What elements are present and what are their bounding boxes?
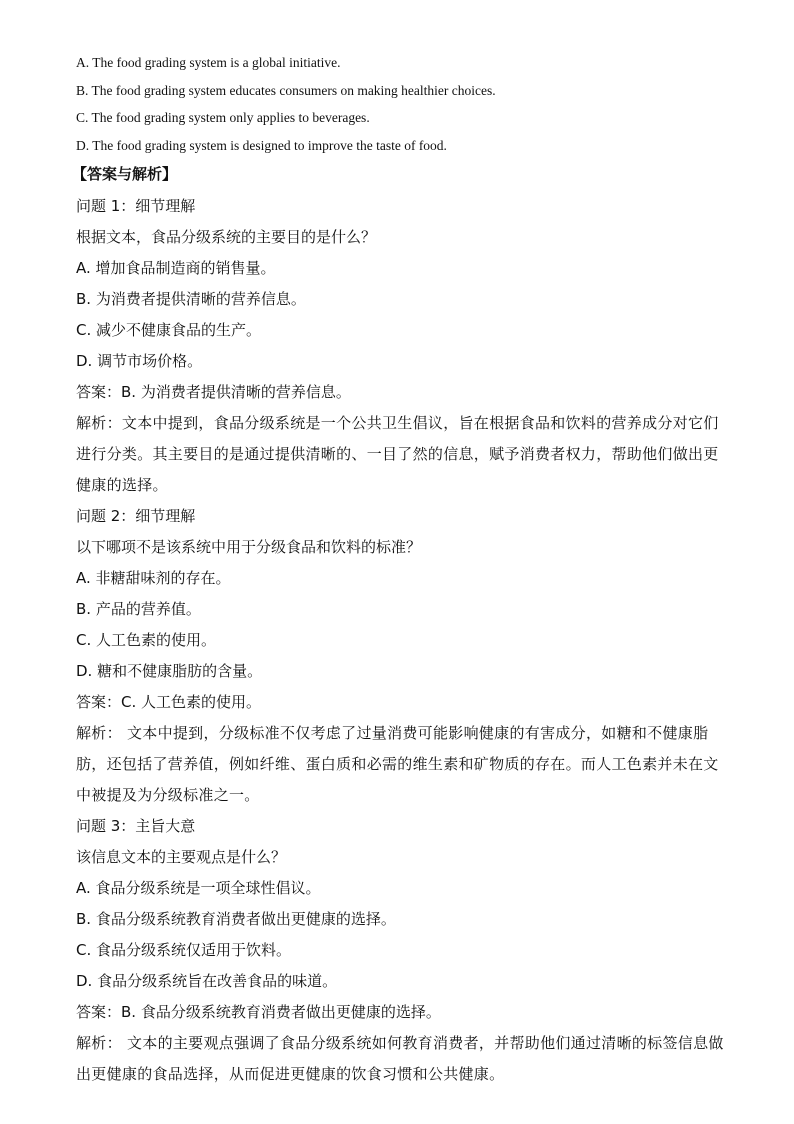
q2-option-a: A. 非糖甜味剂的存在。 [76,569,231,587]
english-option-c: C. The food grading system only applies to beverages. [76,110,370,125]
q3-question: 该信息文本的主要观点是什么？ [76,848,287,866]
english-option-a: A. The food grading system is a global initiative. [76,55,341,70]
section-heading: 【答案与解析】 [72,165,178,183]
q1-analysis: 解析：文本中提到，食品分级系统是一个公共卫生倡议，旨在根据食品和饮料的营养成分对它们进行分类。其主要目的是通过提供清晰的、一目了然的信息，赋予消费者权力，帮助他们做出更健康的选择。 [76,414,719,494]
q3-option-b: B. 食品分级系统教育消费者做出更健康的选择。 [76,910,396,928]
q2-title: 问题 2：细节理解 [76,507,196,525]
q2-option-d: D. 糖和不健康脂肪的含量。 [76,662,263,680]
q2-answer: 答案：C. 人工色素的使用。 [76,693,262,711]
q3-analysis: 解析： 文本的主要观点强调了食品分级系统如何教育消费者，并帮助他们通过清晰的标签信息做出更健康的食品选择，从而促进更健康的饮食习惯和公共健康。 [76,1034,724,1083]
english-option-d: D. The food grading system is designed to improve the taste of food. [76,138,447,153]
q1-question: 根据文本，食品分级系统的主要目的是什么？ [76,228,377,246]
english-option-b: B. The food grading system educates consumers on making healthier choices. [76,83,496,98]
q2-option-b: B. 产品的营养值。 [76,600,201,618]
q1-option-d: D. 调节市场价格。 [76,352,203,370]
q1-answer: 答案：B. 为消费者提供清晰的营养信息。 [76,383,351,401]
q3-option-d: D. 食品分级系统旨在改善食品的味道。 [76,972,338,990]
q2-question: 以下哪项不是该系统中用于分级食品和饮料的标准？ [76,538,422,556]
q2-option-c: C. 人工色素的使用。 [76,631,217,649]
q3-option-c: C. 食品分级系统仅适用于饮料。 [76,941,292,959]
q3-option-a: A. 食品分级系统是一项全球性倡议。 [76,879,321,897]
q1-option-c: C. 减少不健康食品的生产。 [76,321,262,339]
q2-analysis: 解析： 文本中提到，分级标准不仅考虑了过量消费可能影响健康的有害成分，如糖和不健康脂肪，还包括了营养值，例如纤维、蛋白质和必需的维生素和矿物质的存在。而人工色素并未在文中被提及为分级标准之一。 [76,724,719,804]
q1-title: 问题 1：细节理解 [76,197,196,215]
q1-option-a: A. 增加食品制造商的销售量。 [76,259,276,277]
q1-option-b: B. 为消费者提供清晰的营养信息。 [76,290,306,308]
q3-answer: 答案：B. 食品分级系统教育消费者做出更健康的选择。 [76,1003,441,1021]
q3-title: 问题 3：主旨大意 [76,817,196,835]
